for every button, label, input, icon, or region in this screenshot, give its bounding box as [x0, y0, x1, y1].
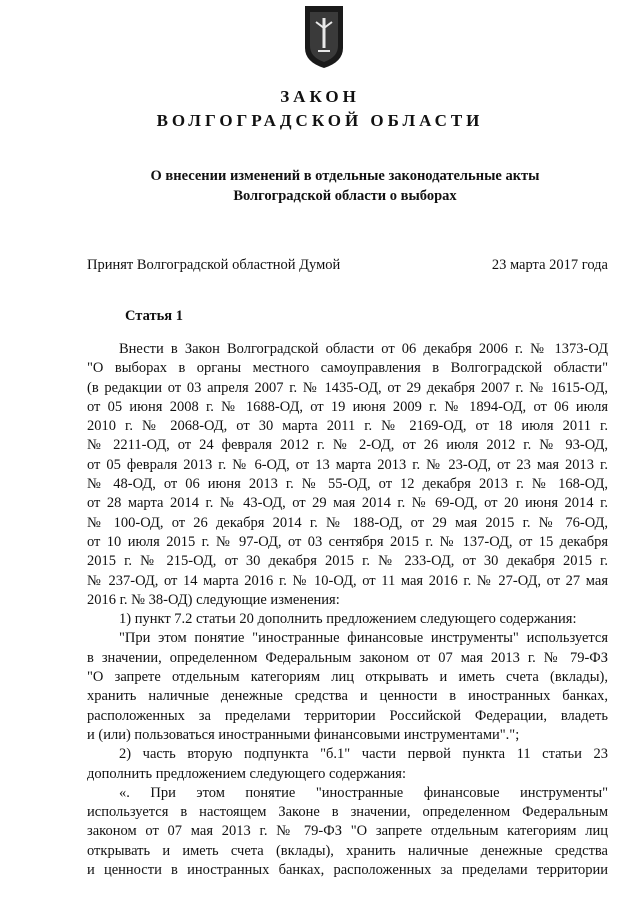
text-line: и ценности в иностранных банках, расположенных за пределами территории [87, 862, 608, 879]
text-line: № 48-ОД, от 06 июня 2013 г. № 55-ОД, от 12 декабря 2013 г. № 168-ОД, [87, 476, 608, 493]
text-line: хранить наличные денежные средства и ценности в иностранных банках, [87, 688, 608, 705]
text-line: 2015 г. № 215-ОД, от 30 декабря 2015 г. № 233-ОД, от 30 декабря 2015 г. [87, 553, 608, 570]
text-line: от 05 июня 2008 г. № 1688-ОД, от 19 июня 2009 г. № 1894-ОД, от 06 июля [87, 398, 608, 415]
text-line: "При этом понятие "иностранные финансовые инструменты" используется [119, 630, 608, 647]
text-line: дополнить предложением следующего содержания: [87, 765, 406, 782]
text-line: расположенных за пределами территории Российской Федерации, владеть [87, 707, 608, 724]
text-line: "О запрете отдельным категориям лиц открывать и иметь счета (вклады), [87, 669, 608, 686]
article-title: Статья 1 [125, 308, 183, 324]
text-line: Внести в Закон Волгоградской области от 06 декабря 2006 г. № 1373-ОД [119, 341, 608, 357]
subtitle-line: Волгоградской области о выборах [233, 188, 457, 204]
text-line: открывать и иметь счета (вклады), хранить наличные денежные средства [87, 842, 608, 859]
text-line: в значении, определенном Федеральным законом от 07 мая 2013 г. № 79-ФЗ [87, 649, 608, 666]
adopting-body: Принят Волгоградской областной Думой [87, 257, 341, 273]
document-type-heading: ЗАКОН [280, 87, 360, 106]
text-line: используется в настоящем Законе в значении, определенном Федеральным [87, 804, 608, 821]
subtitle-line: О внесении изменений в отдельные законодательные акты [150, 168, 540, 184]
text-line: № 2211-ОД, от 24 февраля 2012 г. № 2-ОД, от 26 июля 2012 г. № 93-ОД, [87, 437, 608, 454]
text-line: 1) пункт 7.2 статьи 20 дополнить предложением следующего содержания: [119, 611, 577, 628]
text-line: от 10 июля 2015 г. № 97-ОД, от 03 сентября 2015 г. № 137-ОД, от 15 декабря [87, 533, 608, 550]
text-line: законом от 07 мая 2013 г. № 79-ФЗ "О запрете отдельным категориям лиц [87, 823, 608, 840]
text-line: от 05 февраля 2013 г. № 6-ОД, от 13 марта 2013 г. № 23-ОД, от 23 мая 2013 г. [87, 456, 608, 473]
text-line: № 237-ОД, от 14 марта 2016 г. № 10-ОД, от 11 мая 2016 г. № 27-ОД, от 27 мая [87, 572, 608, 589]
region-heading: ВОЛГОГРАДСКОЙ ОБЛАСТИ [156, 111, 484, 130]
text-line: 2) часть вторую подпункта "б.1" части первой пункта 11 статьи 23 [119, 746, 608, 763]
adoption-date: 23 марта 2017 года [491, 257, 608, 273]
coat-of-arms-emblem [302, 4, 346, 70]
text-line: 2016 г. № 38-ОД) следующие изменения: [87, 591, 340, 608]
text-line: и (или) пользоваться иностранными финансовыми инструментами"."; [87, 726, 520, 743]
text-line: «. При этом понятие "иностранные финансовые инструменты" [119, 784, 608, 801]
text-line: № 100-ОД, от 26 декабря 2014 г. № 188-ОД, от 29 мая 2015 г. № 76-ОД, [87, 514, 608, 531]
text-line: "О выборах в органы местного самоуправления в Волгоградской области" [87, 360, 608, 377]
article-body [87, 340, 608, 880]
text-line: от 28 марта 2014 г. № 43-ОД, от 29 мая 2014 г. № 69-ОД, от 20 июня 2014 г. [87, 495, 608, 512]
law-subtitle [40, 166, 640, 206]
text-line: (в редакции от 03 апреля 2007 г. № 1435-ОД, от 29 декабря 2007 г. № 1615-ОД, [87, 379, 608, 396]
text-line: 2010 г. № 2068-ОД, от 30 марта 2011 г. № 2169-ОД, от 18 июля 2011 г. [87, 418, 608, 435]
